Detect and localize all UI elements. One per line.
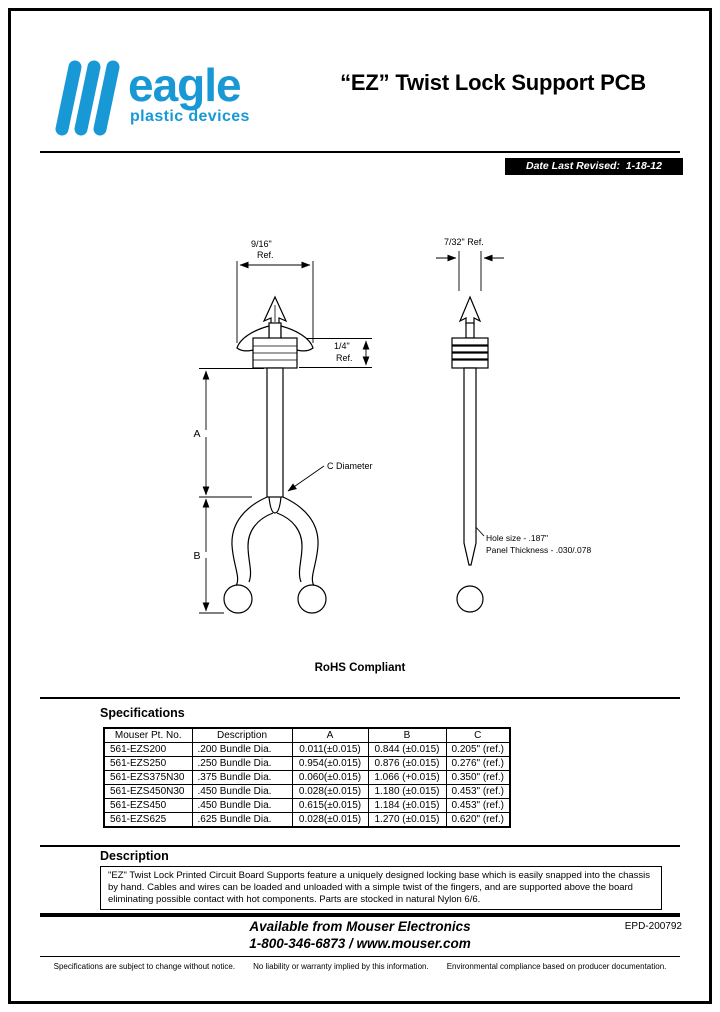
cell-description: .250 Bundle Dia. xyxy=(192,757,292,771)
cell-b: 0.844 (±0.015) xyxy=(368,743,446,757)
cell-a: 0.028(±0.015) xyxy=(292,785,368,799)
front-dim-collar-label: 1/4" xyxy=(334,341,350,351)
cell-part: 561-EZS625 xyxy=(104,813,192,828)
col-header-c: C xyxy=(446,728,510,743)
side-tip xyxy=(460,297,480,325)
table-row xyxy=(104,771,510,785)
cell-c: 0.350" (ref.) xyxy=(446,771,510,785)
logo-text xyxy=(128,58,250,126)
cell-part: 561-EZS450 xyxy=(104,799,192,813)
table-row xyxy=(104,743,510,757)
cell-description: .375 Bundle Dia. xyxy=(192,771,292,785)
cell-b: 1.066 (+0.015) xyxy=(368,771,446,785)
front-view xyxy=(224,297,326,613)
side-ball xyxy=(457,586,483,612)
document-number: EPD-200792 xyxy=(624,921,682,932)
table-row xyxy=(104,813,510,828)
footer-rule xyxy=(40,956,680,957)
footer-availability: Available from Mouser Electronics xyxy=(249,919,471,934)
logo xyxy=(48,58,250,138)
dim-a-label: A xyxy=(193,428,201,440)
cell-description: .450 Bundle Dia. xyxy=(192,799,292,813)
cell-part: 561-EZS450N30 xyxy=(104,785,192,799)
cell-a: 0.954(±0.015) xyxy=(292,757,368,771)
disclaimer-part-1: Specifications are subject to change without notice. xyxy=(53,962,236,971)
specifications-table xyxy=(103,727,511,828)
side-view xyxy=(452,297,488,612)
c-diameter-label: C Diameter xyxy=(327,461,373,471)
col-header-b: B xyxy=(368,728,446,743)
front-dimension-lines xyxy=(199,261,372,613)
description-text: "EZ" Twist Lock Printed Circuit Board Supports feature a uniquely designed locking base which is easily snapped into the chassis by hand. Cables and wires can be loaded and unloaded with a simple twist of the fingers, and are supported above the board eliminating possible contact with hot components. Parts are stocked in natural Nylon 6/6. xyxy=(100,866,662,910)
cell-c: 0.453" (ref.) xyxy=(446,799,510,813)
hole-size-note: Hole size - .187" xyxy=(486,533,549,543)
cell-a: 0.011(±0.015) xyxy=(292,743,368,757)
footer-contact: 1-800-346-6873 / www.mouser.com xyxy=(249,936,471,951)
cell-part: 561-EZS200 xyxy=(104,743,192,757)
table-row xyxy=(104,799,510,813)
table-row xyxy=(104,757,510,771)
side-shaft xyxy=(464,368,476,565)
rohs-compliant-label: RoHS Compliant xyxy=(314,662,406,674)
col-header-description: Description xyxy=(192,728,292,743)
cell-c: 0.453" (ref.) xyxy=(446,785,510,799)
section-rule-description xyxy=(40,845,680,847)
table-header-row xyxy=(104,728,510,743)
table-row xyxy=(104,785,510,799)
logo-subtitle: plastic devices xyxy=(130,108,250,126)
header-rule xyxy=(40,151,680,153)
cell-b: 1.184 (±0.015) xyxy=(368,799,446,813)
cell-description: .625 Bundle Dia. xyxy=(192,813,292,828)
front-base-horns xyxy=(232,497,318,586)
col-header-a: A xyxy=(292,728,368,743)
front-dim-width-ref-label: Ref. xyxy=(257,250,274,260)
cell-c: 0.276" (ref.) xyxy=(446,757,510,771)
cell-b: 1.180 (±0.015) xyxy=(368,785,446,799)
eagle-logo-bars-icon xyxy=(48,58,120,138)
cell-b: 1.270 (±0.015) xyxy=(368,813,446,828)
col-header-part: Mouser Pt. No. xyxy=(104,728,192,743)
disclaimer-part-2: No liability or warranty implied by this information. xyxy=(253,962,429,971)
page-title: “EZ” Twist Lock Support PCB xyxy=(340,70,646,95)
cell-description: .450 Bundle Dia. xyxy=(192,785,292,799)
cell-a: 0.028(±0.015) xyxy=(292,813,368,828)
date-revised-badge: Date Last Revised: 1-18-12 xyxy=(505,158,683,175)
cell-part: 561-EZS250 xyxy=(104,757,192,771)
side-dim-width-label: 7/32" Ref. xyxy=(444,237,484,247)
cell-description: .200 Bundle Dia. xyxy=(192,743,292,757)
front-shaft xyxy=(267,368,283,497)
dim-b-label: B xyxy=(193,550,201,562)
front-ball-left xyxy=(224,585,252,613)
cell-part: 561-EZS375N30 xyxy=(104,771,192,785)
disclaimer-part-3: Environmental compliance based on producer documentation. xyxy=(446,962,667,971)
specifications-heading: Specifications xyxy=(100,706,185,720)
cell-c: 0.620" (ref.) xyxy=(446,813,510,828)
cell-a: 0.615(±0.015) xyxy=(292,799,368,813)
front-dim-collar-ref-label: Ref. xyxy=(336,353,353,363)
logo-name: eagle xyxy=(128,59,241,111)
cell-b: 0.876 (±0.015) xyxy=(368,757,446,771)
technical-drawing xyxy=(0,225,720,645)
footer-bar xyxy=(40,913,680,917)
disclaimer xyxy=(0,962,720,971)
panel-thickness-note: Panel Thickness - .030/.078 xyxy=(486,545,592,555)
section-rule-specs xyxy=(40,697,680,699)
front-neck xyxy=(269,323,281,339)
front-ball-right xyxy=(298,585,326,613)
side-neck xyxy=(466,323,474,338)
front-dim-width-label: 9/16" xyxy=(251,239,272,249)
cell-a: 0.060(±0.015) xyxy=(292,771,368,785)
cell-c: 0.205" (ref.) xyxy=(446,743,510,757)
description-heading: Description xyxy=(100,849,169,863)
